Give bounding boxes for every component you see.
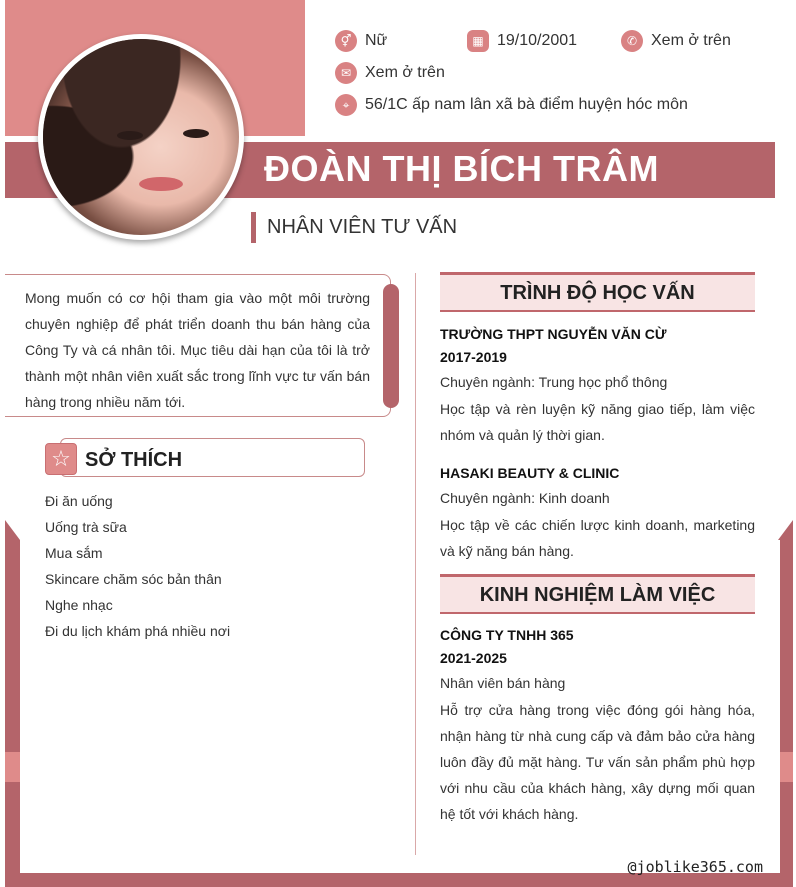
education-period-1: 2017-2019 (440, 349, 507, 365)
contact-address (335, 94, 688, 116)
objective-accent-bar (383, 284, 399, 408)
location-icon: ⌖ (335, 94, 357, 116)
career-objective (5, 274, 391, 417)
objective-text: Mong muốn có cơ hội tham gia vào một môi trường chuyên nghiệp để phát triển doanh thu bán hàng của Công Ty và cá nhân tôi. Mục tiêu dài hạn của tôi là trở thành một nhân viên xuất sắc trong lĩnh vực tư vấn bán hàng trong nhiều năm tới. (25, 290, 370, 410)
contact-birthday (467, 30, 577, 52)
education-school-1: TRƯỜNG THPT NGUYỄN VĂN CỪ (440, 326, 667, 342)
experience-company-1: CÔNG TY TNHH 365 (440, 627, 574, 643)
address-value: 56/1C ấp nam lân xã bà điểm huyện hóc môn (365, 96, 688, 113)
birthday-value: 19/10/2001 (497, 32, 578, 49)
email-value: Xem ở trên (365, 64, 445, 81)
phone-value: Xem ở trên (651, 32, 731, 49)
footer-watermark: @joblike365.com (627, 858, 763, 876)
candidate-name: ĐOÀN THỊ BÍCH TRÂM (264, 148, 659, 189)
hobbies-title: SỞ THÍCH (85, 449, 183, 471)
experience-period-1: 2021-2025 (440, 650, 507, 666)
avatar (38, 34, 244, 240)
gender-value: Nữ (365, 32, 388, 49)
list-item: Mua sắm (45, 545, 103, 561)
contact-gender (335, 30, 387, 52)
education-school-2: HASAKI BEAUTY & CLINIC (440, 465, 620, 481)
education-description-2: Học tập về các chiến lược kinh doanh, marketing và kỹ năng bán hàng. (440, 517, 755, 559)
contact-phone (621, 30, 731, 52)
job-title: NHÂN VIÊN TƯ VẤN (251, 212, 457, 243)
list-item: Nghe nhạc (45, 597, 113, 613)
right-band-decoration (778, 752, 793, 782)
education-major-1: Chuyên ngành: Trung học phổ thông (440, 374, 668, 390)
email-icon: ✉ (335, 62, 357, 84)
education-major-2: Chuyên ngành: Kinh doanh (440, 490, 610, 506)
phone-icon: ✆ (621, 30, 643, 52)
experience-heading: KINH NGHIỆM LÀM VIỆC (440, 574, 755, 614)
experience-position-1: Nhân viên bán hàng (440, 675, 566, 691)
contact-email (335, 62, 445, 84)
calendar-icon: ▦ (467, 30, 489, 52)
experience-description-1: Hỗ trợ cửa hàng trong việc đóng gói hàng hóa, nhận hàng từ nhà cung cấp và đảm bảo cửa hàng luôn đầy đủ mặt hàng. Tư vấn sản phẩm phù hợp với nhu cầu của khách hàng, xây dựng mối quan hệ tốt với khách hàng. (440, 702, 755, 822)
photo-eye-left (117, 131, 143, 140)
photo-eye-right (183, 129, 209, 138)
gender-icon: ⚥ (335, 30, 357, 52)
list-item: Đi ăn uống (45, 493, 113, 509)
star-icon: ☆ (45, 443, 77, 475)
list-item: Skincare chăm sóc bản thân (45, 571, 222, 587)
education-description-1: Học tập và rèn luyện kỹ năng giao tiếp, làm việc nhóm và quản lý thời gian. (440, 401, 755, 443)
left-band-decoration (5, 752, 20, 782)
profile-photo (43, 39, 239, 235)
list-item: Đi du lịch khám phá nhiều nơi (45, 623, 231, 639)
hobbies-list (45, 488, 230, 644)
education-heading: TRÌNH ĐỘ HỌC VẤN (440, 272, 755, 312)
column-divider (415, 273, 416, 855)
list-item: Uống trà sữa (45, 519, 127, 535)
photo-lips (139, 177, 183, 191)
